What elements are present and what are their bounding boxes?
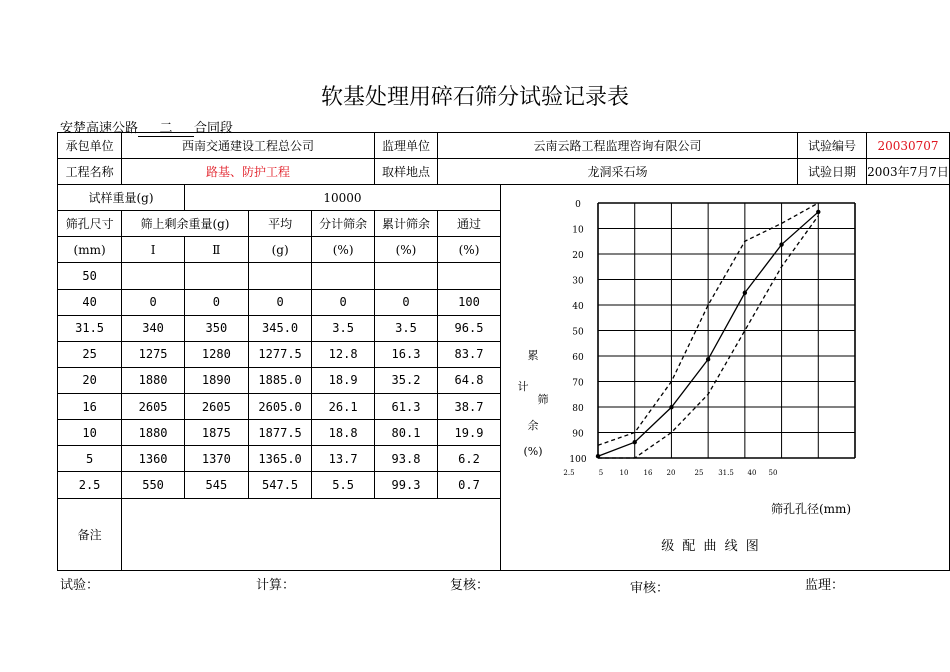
y-axis-label: 累 — [527, 349, 539, 362]
remarks-value[interactable] — [122, 498, 501, 571]
x-tick-label: 20 — [666, 469, 676, 477]
x-tick-label: 16 — [643, 469, 653, 477]
contractor-value: 西南交通建设工程总公司 — [122, 133, 375, 159]
data-point — [632, 440, 636, 444]
remarks-label: 备注 — [58, 498, 122, 571]
col-passing: 通过 — [438, 211, 501, 237]
y-tick-label: 70 — [572, 378, 584, 389]
cell: 25 — [58, 341, 122, 367]
cell — [248, 263, 312, 289]
test-no-label: 试验编号 — [797, 133, 866, 159]
signoff-test: 试验： — [60, 578, 100, 593]
cell: 1280 — [185, 341, 249, 367]
cell: 0 — [374, 289, 437, 315]
unit-cumulative: (%) — [374, 237, 437, 263]
sample-weight-value: 10000 — [185, 185, 501, 211]
cell: 0.7 — [438, 472, 501, 498]
cell — [374, 263, 437, 289]
cell: 100 — [438, 289, 501, 315]
cell: 0 — [312, 289, 374, 315]
cell: 0 — [248, 289, 312, 315]
y-axis-label: 余 — [527, 419, 539, 432]
cell: 1880 — [122, 420, 185, 446]
x-tick-label: 2.5 — [563, 469, 575, 477]
cell: 38.7 — [438, 394, 501, 420]
cell: 16 — [58, 394, 122, 420]
page-title: 软基处理用碎石筛分试验记录表 — [320, 85, 629, 110]
x-tick-label: 5 — [598, 469, 604, 477]
test-date-value: 2003年7月7日 — [867, 159, 950, 185]
y-axis-label: 筛 — [537, 393, 549, 406]
cell: 545 — [185, 472, 249, 498]
y-tick-label: 50 — [572, 327, 584, 338]
cell: 2.5 — [58, 472, 122, 498]
project-value: 路基、防护工程 — [122, 159, 375, 185]
x-tick-label: 25 — [694, 469, 704, 477]
unit-r2: Ⅱ — [185, 237, 249, 263]
cell: 80.1 — [374, 420, 437, 446]
cell: 6.2 — [438, 446, 501, 472]
cell: 40 — [58, 289, 122, 315]
x-axis-label: 筛孔孔径(mm) — [770, 502, 851, 516]
section-suffix: 合同段 — [194, 121, 234, 136]
signoff-review: 复核： — [450, 578, 490, 593]
cell: 20 — [58, 367, 122, 393]
cell: 1277.5 — [248, 341, 312, 367]
cell: 5.5 — [312, 472, 374, 498]
cell: 93.8 — [374, 446, 437, 472]
cell: 5 — [58, 446, 122, 472]
cell — [438, 263, 501, 289]
cell: 1275 — [122, 341, 185, 367]
y-tick-label: 10 — [572, 225, 584, 236]
cell: 1370 — [185, 446, 249, 472]
supervisor-label: 监理单位 — [374, 133, 437, 159]
data-point — [669, 405, 673, 409]
cell: 31.5 — [58, 315, 122, 341]
unit-sieve: (mm) — [58, 237, 122, 263]
y-tick-label: 100 — [569, 455, 587, 465]
cell: 35.2 — [374, 367, 437, 393]
cell: 12.8 — [312, 341, 374, 367]
cell — [122, 263, 185, 289]
cell: 340 — [122, 315, 185, 341]
cell: 2605 — [185, 394, 249, 420]
cell: 16.3 — [374, 341, 437, 367]
cell: 547.5 — [248, 472, 312, 498]
cell: 10 — [58, 420, 122, 446]
y-tick-label: 90 — [572, 429, 584, 440]
signoff-calc: 计算： — [256, 578, 296, 593]
cell: 2605 — [122, 394, 185, 420]
cell: 2605.0 — [248, 394, 312, 420]
cell: 1877.5 — [248, 420, 312, 446]
cell: 64.8 — [438, 367, 501, 393]
section-number: 二 — [138, 117, 194, 137]
supervisor-value: 云南云路工程监理咨询有限公司 — [438, 133, 798, 159]
record-table — [57, 132, 950, 571]
cell: 18.9 — [312, 367, 374, 393]
unit-r1: Ⅰ — [122, 237, 185, 263]
cell: 99.3 — [374, 472, 437, 498]
y-tick-label: 80 — [572, 404, 584, 414]
unit-avg: (g) — [248, 237, 312, 263]
y-axis-label: 计 — [517, 380, 529, 393]
col-avg: 平均 — [248, 211, 312, 237]
y-tick-label: 40 — [572, 302, 584, 312]
col-cumulative: 累计筛余 — [374, 211, 437, 237]
signoff-audit: 审核： — [630, 581, 670, 596]
col-retained: 筛上剩余重量(g) — [122, 211, 249, 237]
unit-partial: (%) — [312, 237, 374, 263]
data-point — [816, 210, 820, 214]
test-no-value: 20030707 — [867, 133, 950, 159]
cell: 1880 — [122, 367, 185, 393]
x-tick-label: 10 — [619, 469, 629, 477]
signoff-supervision: 监理： — [805, 578, 845, 593]
cell: 3.5 — [374, 315, 437, 341]
cell — [312, 263, 374, 289]
cell: 13.7 — [312, 446, 374, 472]
chart-title: 级 配 曲 线 图 — [661, 539, 761, 554]
contractor-label: 承包单位 — [58, 133, 122, 159]
project-label: 工程名称 — [58, 159, 122, 185]
cell: 50 — [58, 263, 122, 289]
cell: 1885.0 — [248, 367, 312, 393]
cell: 550 — [122, 472, 185, 498]
y-tick-label: 60 — [572, 353, 584, 363]
test-date-label: 试验日期 — [797, 159, 866, 185]
data-point — [706, 357, 710, 361]
cell: 0 — [122, 289, 185, 315]
x-tick-label: 50 — [768, 469, 778, 477]
col-partial: 分计筛余 — [312, 211, 374, 237]
cell: 96.5 — [438, 315, 501, 341]
y-tick-label: 20 — [572, 251, 584, 261]
cell: 19.9 — [438, 420, 501, 446]
cell: 3.5 — [312, 315, 374, 341]
cell: 1890 — [185, 367, 249, 393]
cell: 18.8 — [312, 420, 374, 446]
highway-name: 安楚高速公路 — [60, 121, 139, 136]
sampling-label: 取样地点 — [374, 159, 437, 185]
grading-chart — [501, 185, 876, 570]
data-point — [743, 291, 747, 295]
cell: 1875 — [185, 420, 249, 446]
x-tick-label: 31.5 — [718, 469, 734, 477]
cell: 26.1 — [312, 394, 374, 420]
y-tick-label: 0 — [575, 200, 581, 210]
sample-weight-label: 试样重量(g) — [58, 185, 185, 211]
cell — [185, 263, 249, 289]
cell: 1365.0 — [248, 446, 312, 472]
y-axis-label: (%) — [523, 445, 543, 458]
unit-passing: (%) — [438, 237, 501, 263]
cell: 0 — [185, 289, 249, 315]
cell: 350 — [185, 315, 249, 341]
grading-chart-cell — [500, 185, 949, 571]
y-tick-label: 30 — [572, 276, 584, 287]
cell: 61.3 — [374, 394, 437, 420]
x-tick-label: 40 — [747, 469, 757, 477]
cell: 345.0 — [248, 315, 312, 341]
data-point — [779, 242, 783, 246]
sampling-value: 龙洞采石场 — [438, 159, 798, 185]
col-sieve: 筛孔尺寸 — [58, 211, 122, 237]
cell: 83.7 — [438, 341, 501, 367]
cell: 1360 — [122, 446, 185, 472]
